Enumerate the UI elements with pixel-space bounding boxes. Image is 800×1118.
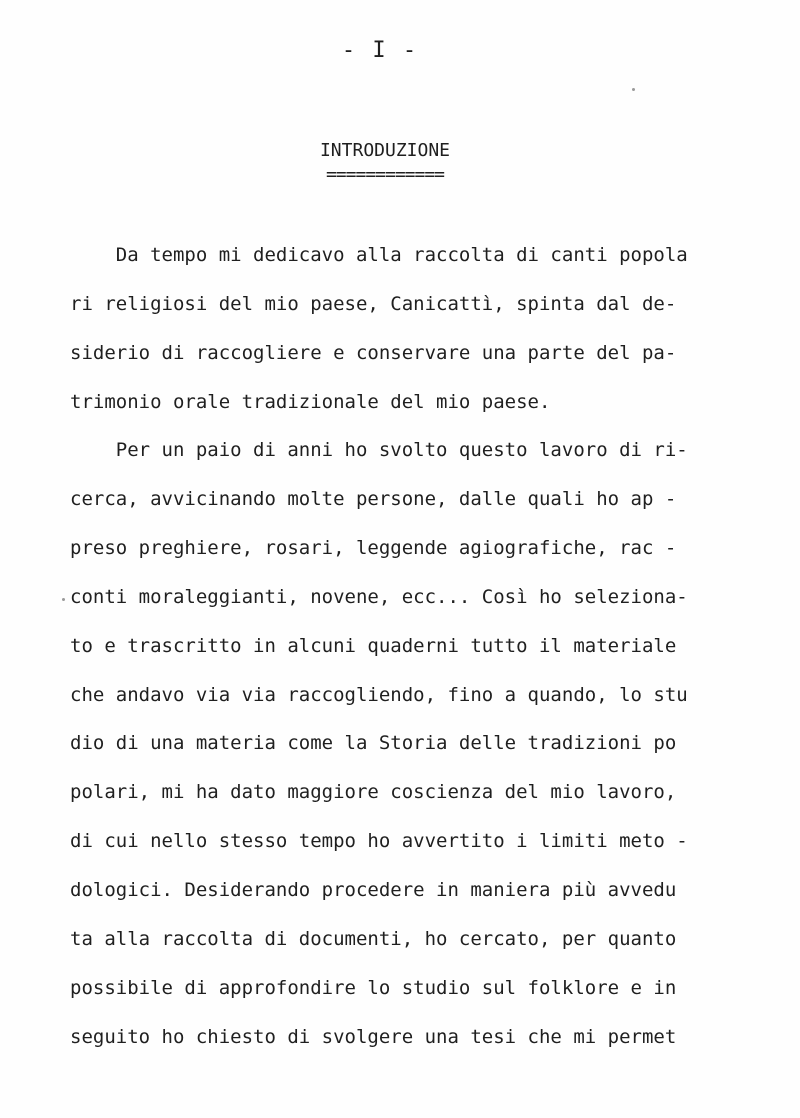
text-line: che andavo via via raccogliendo, fino a quando, lo stu: [70, 683, 688, 706]
text-line: siderio di raccogliere e conservare una parte del pa-: [70, 341, 677, 364]
text-line: possibile di approfondire lo studio sul folklore e in: [70, 976, 677, 999]
section-title: INTRODUZIONE: [319, 140, 451, 161]
page-number: - I -: [341, 38, 419, 63]
body-text: [70, 238, 740, 1068]
paper-speck: [62, 598, 65, 601]
text-line: dio di una materia come la Storia delle tradizioni po: [70, 732, 677, 755]
text-line: preso preghiere, rosari, leggende agiografiche, rac -: [70, 537, 677, 560]
text-line: ta alla raccolta di documenti, ho cercato, per quanto: [70, 927, 677, 950]
paper-speck: [632, 88, 635, 91]
text-line: Per un paio di anni ho svolto questo lavoro di ri-: [70, 439, 688, 462]
text-line: Da tempo mi dedicavo alla raccolta di canti popola: [70, 244, 688, 266]
text-line: conti moraleggianti, novene, ecc... Così ho seleziona-: [70, 585, 688, 608]
text-line: ri religiosi del mio paese, Canicattì, spinta dal de-: [70, 292, 677, 315]
text-line: trimonio orale tradizionale del mio paese.: [70, 390, 551, 413]
text-line: di cui nello stesso tempo ho avvertito i limiti meto -: [70, 830, 688, 853]
text-line: dologici. Desiderando procedere in maniera più avvedu: [70, 878, 677, 901]
text-line: cerca, avvicinando molte persone, dalle quali ho ap -: [70, 488, 677, 511]
text-line: to e trascritto in alcuni quaderni tutto il materiale: [70, 634, 677, 657]
title-underline: ============: [325, 164, 445, 185]
text-line: seguito ho chiesto di svolgere una tesi che mi permet: [70, 1025, 677, 1048]
text-line: polari, mi ha dato maggiore coscienza del mio lavoro,: [70, 781, 677, 804]
